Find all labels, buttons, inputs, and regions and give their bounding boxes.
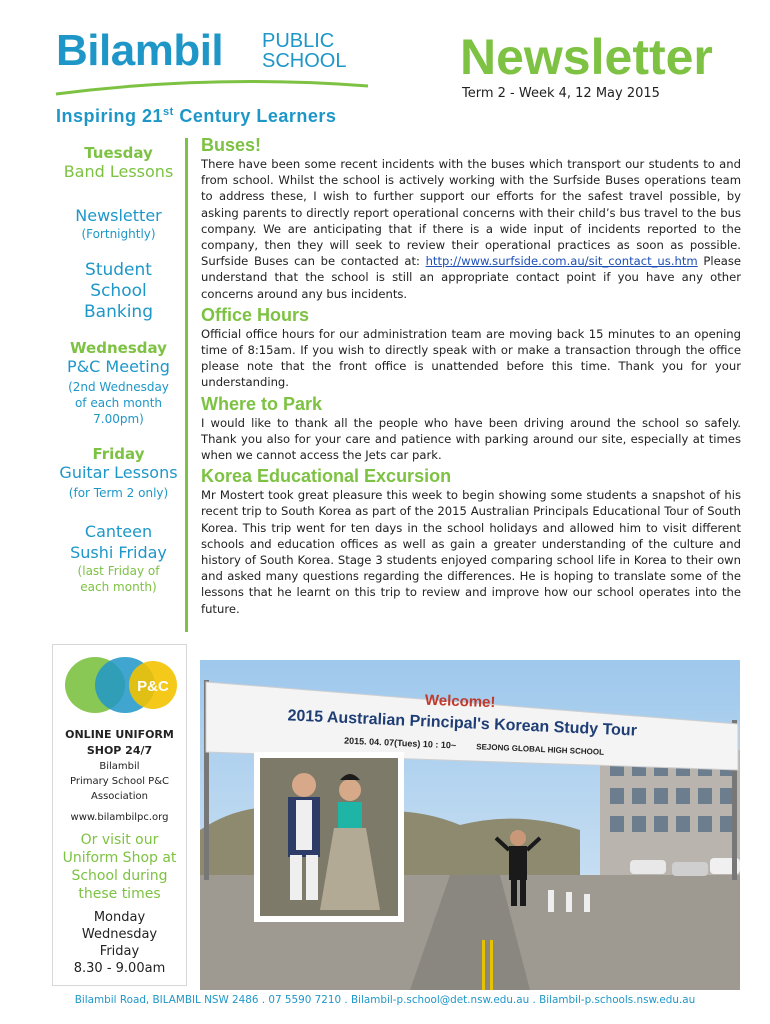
sidebar-note-guitar: (for Term 2 only) (68, 486, 169, 500)
sidebar-note-canteen-2: each month) (80, 580, 157, 594)
banner-title: 2015 Australian Principal's Korean Study Tour (287, 707, 638, 740)
banner-date: 2015. 04. 07(Tues) 10 : 10~ (343, 735, 457, 751)
sidebar-event-newsletter: Newsletter (75, 206, 162, 225)
logo-swoosh-icon (52, 76, 372, 100)
school-tagline: Inspiring 21st Century Learners (56, 106, 337, 126)
sidebar-note-canteen-1: (last Friday of (77, 564, 160, 578)
visit-shop-3: School during (71, 868, 168, 884)
banner-school: SEJONG GLOBAL HIGH SCHOOL (476, 742, 605, 757)
pc-assoc-2: Primary School P&C (69, 776, 169, 787)
section-text-office: Official office hours for our administration team are moving back 15 minutes to an opening time of 8:15am. If you wish to directly speak with or make a transaction through the office please note that the front office is unattended before this time. Thank you for your understanding. (201, 326, 741, 390)
sidebar-day-friday: Friday (92, 445, 145, 463)
banner-welcome: Welcome! (424, 691, 496, 712)
section-text-park: I would like to thank all the people who have been driving around the school so safely. Thank you also for your care and patience with parking around our site, especially at times when we cannot access the Jets car park. (201, 415, 741, 463)
main-content (201, 134, 741, 619)
school-logo-public: PUBLIC (262, 30, 335, 52)
sidebar-events (52, 138, 188, 632)
pc-uniform-box (52, 644, 187, 986)
section-heading-office: Office Hours (201, 304, 310, 325)
pc-logo-icon (53, 651, 186, 723)
sidebar-note-pc-2: of each month (74, 396, 163, 410)
sidebar-day-tuesday: Tuesday (84, 144, 153, 162)
online-uniform-1: ONLINE UNIFORM (65, 728, 174, 741)
sidebar-event-banking-3: Banking (84, 302, 153, 322)
sidebar-event-band: Band Lessons (63, 162, 174, 181)
footer-contact: Bilambil Road, BILAMBIL NSW 2486 . 07 5590 7210 . Bilambil-p.school@det.nsw.edu.au . Bilambil-p.schools.nsw.edu.au (74, 994, 696, 1006)
section-heading-korea: Korea Educational Excursion (201, 466, 452, 487)
photo-illustration (200, 660, 740, 990)
sidebar-event-canteen-1: Canteen (84, 522, 153, 541)
sidebar-event-guitar: Guitar Lessons (59, 463, 178, 482)
sidebar-event-pc-meeting: P&C Meeting (67, 357, 170, 376)
section-text-korea: Mr Mostert took great pleasure this week to begin showing some students a snapshot of his recent trip to South Korea as part of the 2015 Australian Principals Educational Tour of South Korea. This trip went for ten days in the school holidays and allowed him to visit different schools and education offices as well as gain a greater understanding of the culture and history of South Korea. Stage 3 students enjoyed comparing school life in Korea to their own and asked many questions regarding the differences. He is hoping to translate some of the lessons that he learnt on this trip to review and improve how our school operates into the future. (201, 488, 741, 616)
pc-logo-text: P&C (137, 678, 169, 695)
pc-assoc-3: Association (91, 791, 148, 802)
pc-assoc-1: Bilambil (99, 761, 140, 772)
visit-shop-1: Or visit our (80, 832, 159, 848)
pc-website-link[interactable]: www.bilambilpc.org (70, 812, 169, 823)
shop-hours: 8.30 - 9.00am (73, 961, 166, 976)
visit-shop-2: Uniform Shop at (62, 850, 177, 866)
section-heading-buses: Buses! (201, 135, 262, 155)
sidebar-event-banking-1: Student (85, 260, 152, 280)
shop-day-wednesday: Wednesday (81, 927, 158, 942)
school-logo-school: SCHOOL (262, 50, 347, 72)
sidebar-note-fortnightly: (Fortnightly) (81, 227, 156, 241)
shop-day-friday: Friday (99, 944, 140, 959)
korea-tour-photo (200, 660, 740, 990)
section-text-buses: There have been some recent incidents with the buses which transport our students to and from school. Whilst the school is actively working with the Surfside Buses operations team to address these, I wish to further support our efforts for the safest travel possible, by asking parents to directly report operational concerns with their child’s bus travel to the bus company. We are anticipating that if there is a wide input of incidents reported to the company, then they will seek to review their operational practices as soon as possible. Surfside Buses can be contacted at: http://www.surfside.com.au/sit_contact_us.htm Please understand that the school is still an appropriate contact point if you have any other concerns around any bus incidents. (201, 157, 741, 301)
sidebar-event-banking-2: School (90, 281, 147, 301)
surfside-link[interactable]: http://www.surfside.com.au/sit_contact_us.htm (425, 254, 698, 269)
shop-day-monday: Monday (93, 910, 146, 925)
term-date: Term 2 - Week 4, 12 May 2015 (462, 86, 660, 101)
visit-shop-4: these times (78, 886, 161, 902)
sidebar-day-wednesday: Wednesday (70, 339, 167, 357)
sidebar-event-canteen-2: Sushi Friday (70, 543, 167, 562)
sidebar-note-pc-3: 7.00pm) (93, 412, 144, 426)
section-heading-park: Where to Park (201, 393, 323, 414)
sidebar-note-pc-1: (2nd Wednesday (68, 380, 169, 394)
online-uniform-2: SHOP 24/7 (86, 744, 153, 757)
newsletter-title: Newsletter (460, 29, 713, 85)
school-logo-name: Bilambil (56, 26, 224, 75)
